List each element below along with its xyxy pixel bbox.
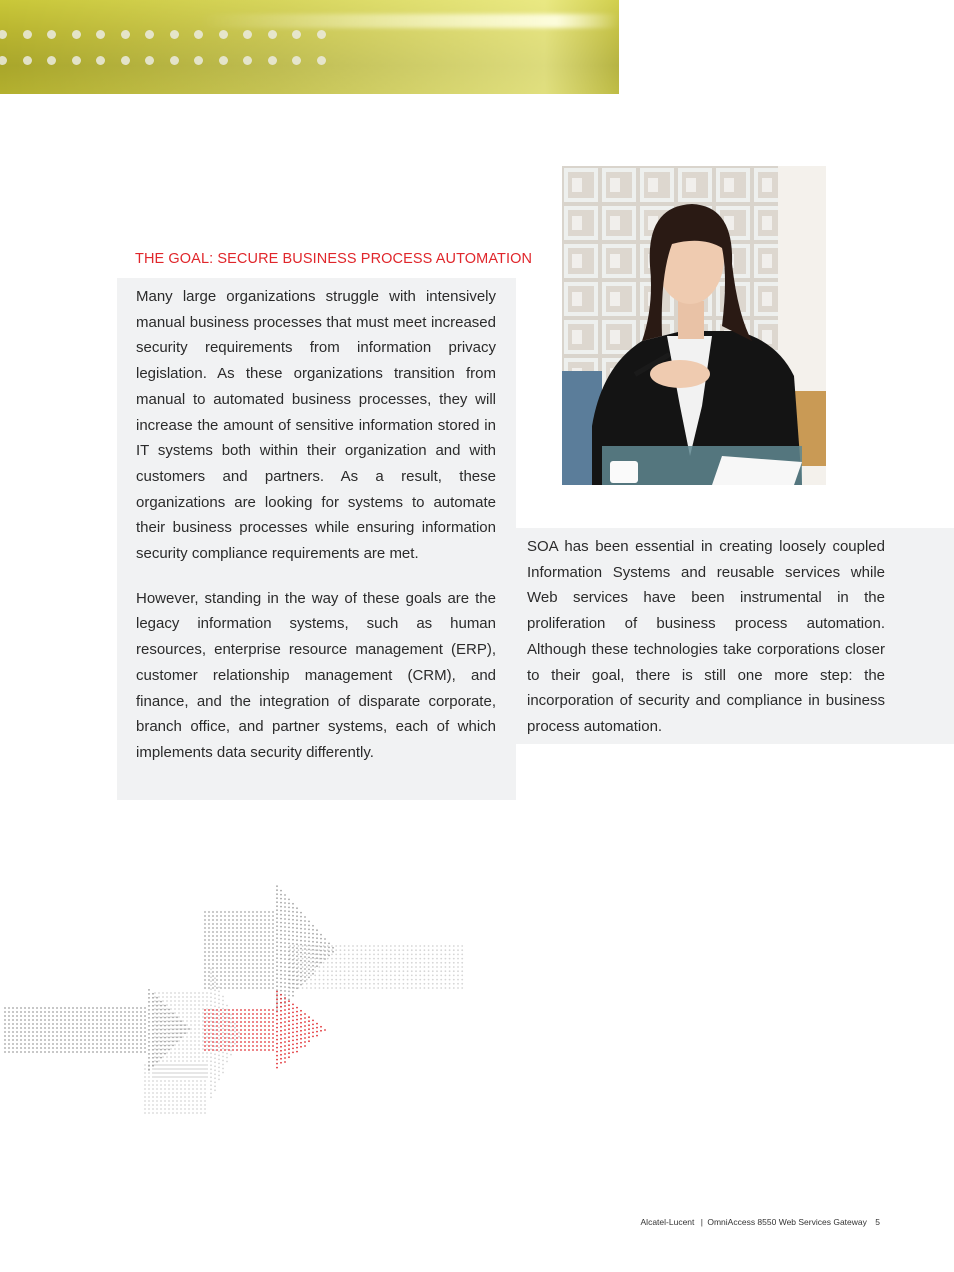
footer-separator: |: [700, 1217, 703, 1227]
banner-dot: [292, 56, 301, 65]
banner-dot: [145, 30, 154, 39]
banner-dot: [317, 56, 326, 65]
paragraph-1: Many large organizations struggle with intensively manual business processes that must meet increased security requirements from information privacy legislation. As these organizations transition from manual to automated business processes, they will increase the amount of sensitive information stored in IT systems both within their organization and with customers and partners. As a result, these organizations are looking for systems to automate their business processes while ensuring information security compliance requirements are met.: [136, 288, 496, 563]
header-banner: [0, 0, 619, 94]
banner-dot: [96, 30, 105, 39]
banner-dot: [47, 56, 56, 65]
footer-company: Alcatel-Lucent: [640, 1217, 695, 1227]
banner-dot: [170, 56, 179, 65]
banner-dot: [23, 56, 32, 65]
dotted-arrow: [4, 989, 190, 1071]
dotted-arrow: [204, 885, 334, 1011]
banner-dot: [317, 30, 326, 39]
banner-dot: [243, 56, 252, 65]
page-footer: [640, 1217, 880, 1227]
banner-dot: [170, 30, 179, 39]
banner-dot: [96, 56, 105, 65]
photo-illustration: [562, 166, 826, 485]
businesswoman-photo: [562, 166, 826, 485]
left-column-text: [136, 284, 496, 785]
banner-dot: [268, 30, 277, 39]
section-heading: THE GOAL: SECURE BUSINESS PROCESS AUTOMATION: [135, 251, 533, 267]
banner-dot: [145, 56, 154, 65]
banner-dot: [292, 30, 301, 39]
footer-product: OmniAccess 8550 Web Services Gateway: [707, 1217, 867, 1227]
banner-light-streak: [200, 14, 619, 28]
banner-dot: [121, 56, 130, 65]
banner-dot: [219, 56, 228, 65]
banner-dot: [47, 30, 56, 39]
banner-dot: [194, 56, 203, 65]
banner-dot: [23, 30, 32, 39]
banner-dot: [72, 30, 81, 39]
dotted-arrow: [289, 945, 463, 989]
dotted-arrow: [154, 968, 240, 1098]
dotted-arrow: [144, 1064, 206, 1114]
banner-dot: [243, 30, 252, 39]
banner-dot: [72, 56, 81, 65]
banner-dot: [219, 30, 228, 39]
paragraph-2: However, standing in the way of these goals are the legacy information systems, such as human resources, enterprise resource management (ERP), customer relationship management (CRM), and finance, and the integration of disparate corporate, branch office, and partner systems, each of which implements data security differently.: [136, 589, 496, 761]
paragraph-3: SOA has been essential in creating loosely coupled Information Systems and reusable services while Web services have been instrumental in the proliferation of business process automation. Although these technologies take corporations closer to their goal, there is still one more step: the incorporation of security and compliance in business process automation.: [527, 538, 885, 735]
banner-dot: [121, 30, 130, 39]
banner-dot: [194, 30, 203, 39]
dotted-arrows-graphic: [0, 880, 480, 1140]
right-column-text: [527, 534, 885, 740]
banner-dot: [268, 56, 277, 65]
page-number: 5: [875, 1217, 880, 1227]
